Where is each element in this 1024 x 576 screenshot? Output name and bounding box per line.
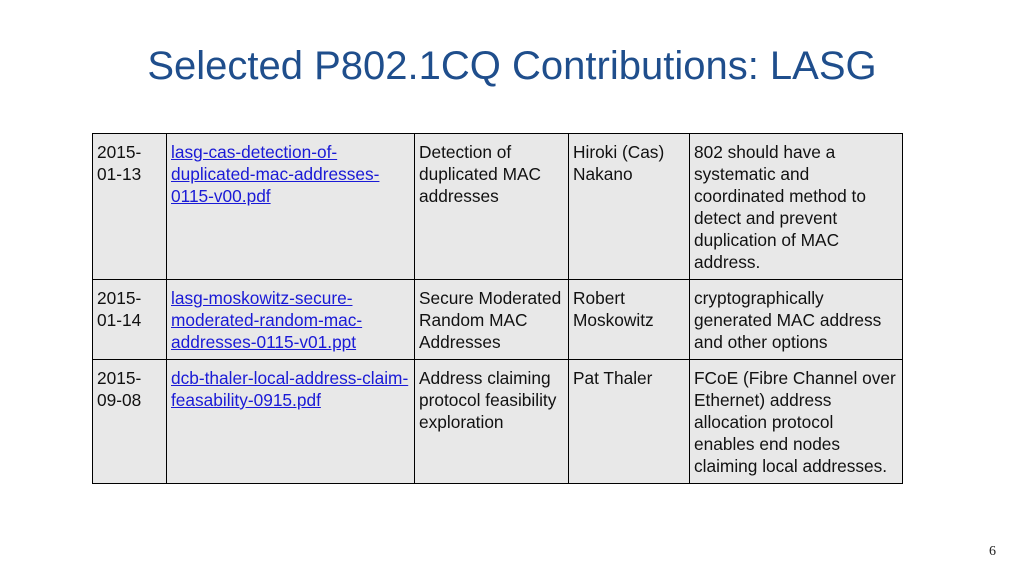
summary-cell: FCoE (Fibre Channel over Ethernet) address allocation protocol enables end nodes claiming local addresses. xyxy=(690,360,903,484)
date-cell xyxy=(93,360,167,484)
date-line: 01-13 xyxy=(97,164,142,184)
topic-cell: Secure Moderated Random MAC Addresses xyxy=(415,280,569,360)
date-line: 2015- xyxy=(97,288,142,308)
author-cell: Robert Moskowitz xyxy=(569,280,690,360)
date-cell xyxy=(93,280,167,360)
file-cell xyxy=(167,280,415,360)
date-line: 09-08 xyxy=(97,390,142,410)
table-row xyxy=(93,134,903,280)
page-number: 6 xyxy=(989,544,996,559)
file-link[interactable]: lasg-moskowitz-secure-moderated-random-mac-addresses-0115-v01.ppt xyxy=(171,288,363,352)
table-row xyxy=(93,360,903,484)
file-cell xyxy=(167,134,415,280)
author-cell: Hiroki (Cas) Nakano xyxy=(569,134,690,280)
topic-cell: Detection of duplicated MAC addresses xyxy=(415,134,569,280)
summary-cell: 802 should have a systematic and coordinated method to detect and prevent duplication of MAC address. xyxy=(690,134,903,280)
date-line: 01-14 xyxy=(97,310,142,330)
date-line: 2015- xyxy=(97,368,142,388)
topic-cell: Address claiming protocol feasibility exploration xyxy=(415,360,569,484)
table-row xyxy=(93,280,903,360)
file-cell xyxy=(167,360,415,484)
contributions-table xyxy=(92,133,903,484)
date-cell xyxy=(93,134,167,280)
file-link[interactable]: dcb-thaler-local-address-claim-feasability-0915.pdf xyxy=(171,368,409,410)
author-cell: Pat Thaler xyxy=(569,360,690,484)
slide-title: Selected P802.1CQ Contributions: LASG xyxy=(147,44,877,88)
file-link[interactable]: lasg-cas-detection-of-duplicated-mac-addresses-0115-v00.pdf xyxy=(171,142,380,206)
summary-cell: cryptographically generated MAC address and other options xyxy=(690,280,903,360)
date-line: 2015- xyxy=(97,142,142,162)
